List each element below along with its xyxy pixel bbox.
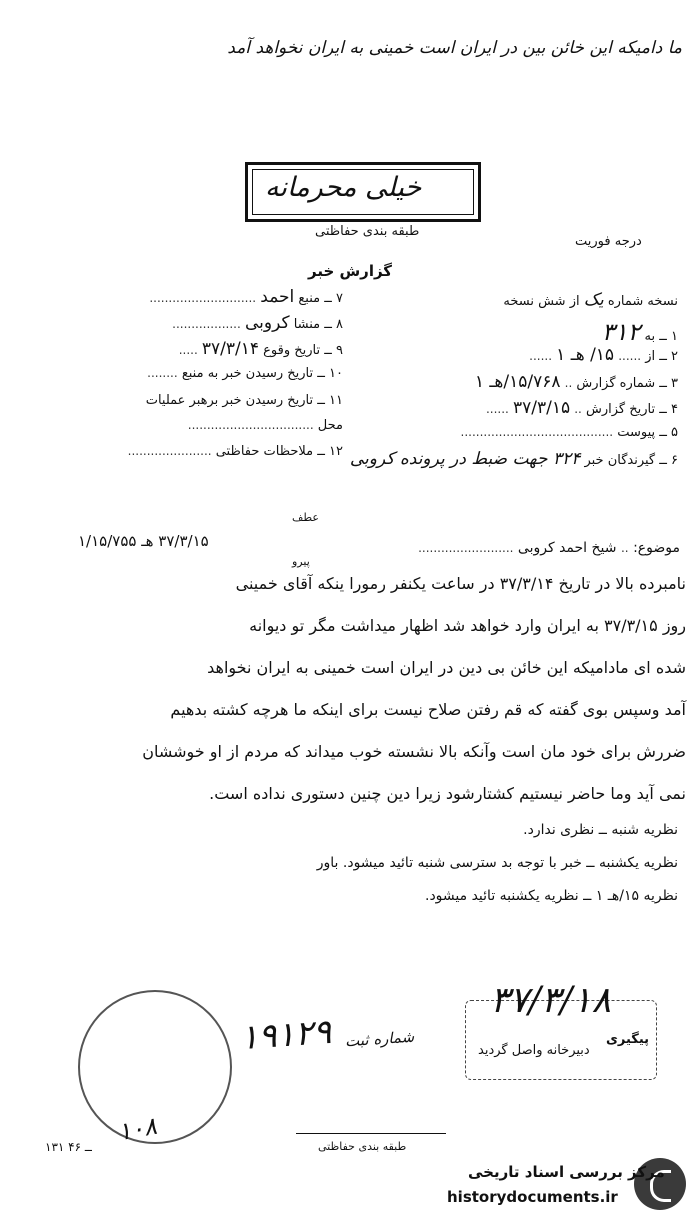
field-attachment: ۵ ــ پیوست ........................................ xyxy=(460,425,678,440)
footer-code: ۱۳۱ ــ ۴۶ xyxy=(45,1140,92,1154)
classification-value: خیلی محرمانه xyxy=(265,172,422,203)
field-label: ۸ ــ منشا xyxy=(293,317,343,332)
field-label: محل xyxy=(317,418,343,433)
field-label: ۴ ــ تاریخ گزارش xyxy=(586,402,678,417)
received-date: ۳۷/۳/۱۸ xyxy=(490,980,611,1021)
field-to xyxy=(602,318,678,346)
field-value: کروبی xyxy=(244,313,290,333)
footer-classification: طبقه بندی حفاظتی xyxy=(318,1140,407,1153)
field-origin: ۸ ــ منشا کروبی .................. xyxy=(172,313,343,333)
field-value: ۱۵/۷۶۸/هـ ۱ xyxy=(474,372,561,392)
received-label: پیگیری xyxy=(606,1032,650,1047)
registration-text: شماره ثبت xyxy=(344,1027,415,1051)
field-label: ۲ ــ از xyxy=(645,349,678,364)
registration-number: ۱۹۱۲۹ xyxy=(238,1011,333,1059)
field-label: ۹ ــ تاریخ وقوع xyxy=(263,343,343,358)
field-source: ۷ ــ منبع احمد ............................ xyxy=(149,287,343,307)
report-title: گزارش خبر xyxy=(308,262,393,280)
analysis-line: نظریه ۱۵/هـ ۱ ــ نظریه یکشنبه تائید میشود. xyxy=(425,888,678,904)
field-value: ۱۵/ هـ ۱ xyxy=(556,345,615,365)
field-occurrence-date: ۹ ــ تاریخ وقوع ۳۷/۳/۱۴ ..... xyxy=(178,339,343,359)
subject-ref-label-2: پیرو xyxy=(292,555,310,568)
classification-label: طبقه بندی حفاظتی xyxy=(315,224,420,239)
analysis-line: نظریه یکشنبه ــ خبر با توجه بد سترسی شنبه تائید میشود. باور xyxy=(316,855,678,871)
field-label: ۱۲ ــ ملاحظات حفاظتی xyxy=(215,444,343,459)
subject-ref-label-1: عطف xyxy=(292,511,319,524)
field-security-notes: ۱۲ ــ ملاحظات حفاظتی ...................... xyxy=(127,444,343,459)
analysis-line: نظریه شنبه ــ نظری ندارد. xyxy=(523,822,678,838)
field-value: ۳۷/۳/۱۵ xyxy=(512,398,571,418)
handwritten-note: ما دامیکه این خائن بین در ایران است خمینی به ایران نخواهد آمد xyxy=(227,38,682,58)
subject-value: شیخ احمد کروبی xyxy=(517,540,617,556)
subject-reference: ۳۷/۳/۱۵ هـ ۱/۱۵/۷۵۵ xyxy=(78,532,209,550)
field-label: ۳ ــ شماره گزارش xyxy=(576,376,678,391)
archive-logo-text: مرکز بررسی اسناد تاریخی xyxy=(468,1163,665,1181)
field-recipients xyxy=(350,449,678,469)
body-line: نامبرده بالا در تاریخ ۳۷/۳/۱۴ در ساعت یکنفر رمورا ینکه آقای خمینی xyxy=(235,574,686,593)
body-line: آمد وسپس بوی گفته که قم رفتن صلاح نیست برای اینکه ما هرچه کشته بدهیم xyxy=(170,700,686,719)
field-value: ۳۱۲ xyxy=(601,318,641,346)
body-line: شده ای مادامیکه این خائن بی دین در ایران است خمینی به ایران نخواهد xyxy=(207,658,686,677)
field-label: ۱۱ ــ تاریخ رسیدن خبر برهبر عملیات xyxy=(145,393,343,408)
body-line: نمی آید وما حاضر نیستیم کشتارشود زیرا دین چنین دستوری نداده است. xyxy=(209,784,686,803)
field-from: ۲ ــ از ...... ۱۵/ هـ ۱ ...... xyxy=(529,345,678,365)
field-label: ۶ ــ گیرندگان خبر xyxy=(584,453,678,468)
field-value: ۳۲۴ جهت ضبط در پرونده کروبی xyxy=(349,449,581,469)
footer-divider xyxy=(296,1133,446,1134)
field-report-date: ۴ ــ تاریخ گزارش .. ۳۷/۳/۱۵ ...... xyxy=(485,398,678,418)
field-copy-number xyxy=(503,290,678,310)
field-source-received-date: ۱۰ ــ تاریخ رسیدن خبر به منبع ........ xyxy=(147,366,343,381)
body-line: روز ۳۷/۳/۱۵ به ایران وارد خواهد شد اظهار میداشت مگر تو دیوانه xyxy=(249,616,686,635)
subject-line: موضوع: .. شیخ احمد کروبی ......................... xyxy=(418,540,680,556)
field-value: ۳۷/۳/۱۴ xyxy=(201,339,260,359)
received-text: دبیرخانه واصل گردید xyxy=(478,1043,590,1058)
archive-logo-url: historydocuments.ir xyxy=(447,1188,618,1206)
field-label: ۱ ــ به xyxy=(644,329,678,344)
field-label: ۵ ــ پیوست xyxy=(617,425,678,440)
field-value: احمد xyxy=(260,287,295,307)
field-report-number: ۳ ــ شماره گزارش .. ۱۵/۷۶۸/هـ ۱ xyxy=(474,372,678,392)
field-extra: از شش نسخه xyxy=(503,294,580,309)
body-line: ضررش برای خود مان است وآنکه بالا نشسته خوب میداند که مردم از او خوششان xyxy=(142,742,686,761)
field-location: محل ................................. xyxy=(187,418,343,433)
field-label: نسخه شماره xyxy=(607,294,678,309)
urgency-label: درجه فوریت xyxy=(575,234,642,249)
field-leader-received-date xyxy=(85,393,343,408)
circular-stamp-number: ۱۰۸ xyxy=(115,1111,159,1147)
field-label: ۱۰ ــ تاریخ رسیدن خبر به منبع xyxy=(181,366,343,381)
subject-label: موضوع: xyxy=(633,540,680,556)
field-value: یک xyxy=(583,290,604,310)
field-label: ۷ ــ منبع xyxy=(298,291,343,306)
